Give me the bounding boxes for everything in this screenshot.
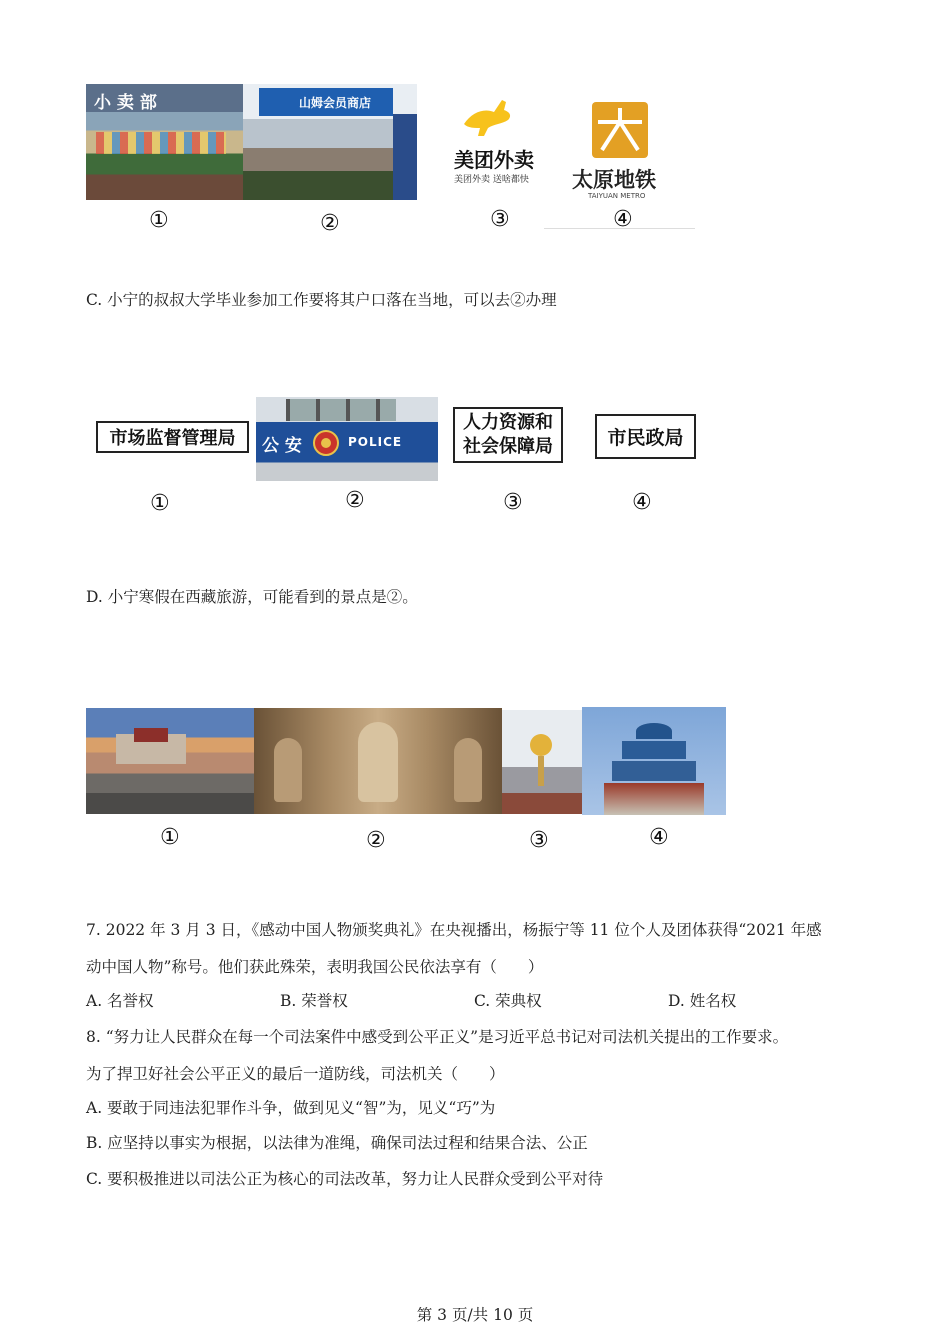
potala-palace-photo: [86, 708, 254, 814]
q7-option-a: A. 名誉权: [86, 992, 154, 1010]
q8-line-2: 为了捍卫好社会公平正义的最后一道防线，司法机关（ ）: [86, 1065, 505, 1083]
hr-line-2: 社会保障局: [463, 436, 553, 457]
police-emblem-icon: [312, 429, 340, 457]
shop-photo: [86, 84, 243, 200]
q8-line-1: 8. “努力让人民群众在每一个司法案件中感受到公平正义”是习近平总书记对司法机关提出的工作要求。: [86, 1028, 789, 1046]
metro-emblem-icon: [592, 102, 648, 158]
scene-label-1: ①: [160, 825, 180, 850]
q7-line-1: 7. 2022 年 3 月 3 日，《感动中国人物颁奖典礼》在央视播出，杨振宁等 11 位个人及团体获得“2021 年感: [86, 921, 822, 939]
q7-option-c: C. 荣典权: [474, 992, 542, 1010]
temple-of-heaven-photo: [582, 707, 726, 815]
meituan-logo: [418, 82, 544, 198]
label-3: ③: [490, 207, 510, 232]
hr-line-1: 人力资源和: [463, 412, 553, 433]
store-photo: [243, 84, 417, 200]
page-footer: 第 3 页/共 10 页: [416, 1306, 534, 1324]
meituan-slogan: 美团外卖 送啥都快: [454, 175, 529, 185]
hr-social-security-box: [453, 407, 563, 463]
store-sign: 山姆会员商店: [299, 96, 372, 110]
label-2: ②: [320, 211, 340, 236]
longmen-grottoes-photo: [254, 708, 502, 814]
agency-label-3: ③: [503, 490, 523, 515]
shop-sign: 小 卖 部: [94, 93, 157, 113]
label-1: ①: [149, 208, 169, 233]
kangaroo-icon: [458, 94, 514, 138]
agency-label-4: ④: [632, 490, 652, 515]
scene-label-2: ②: [366, 828, 386, 853]
q8-option-b: B. 应坚持以事实为根据，以法律为准绳，确保司法过程和结果合法、公正: [86, 1134, 588, 1152]
scene-label-4: ④: [649, 825, 669, 850]
agency-label-1: ①: [150, 491, 170, 516]
police-sign: [256, 397, 438, 481]
q7-option-d: D. 姓名权: [668, 992, 737, 1010]
label-4: ④: [613, 207, 633, 232]
metro-sub: TAIYUAN METRO: [588, 192, 646, 200]
option-c: C. 小宁的叔叔大学毕业参加工作要将其户口落在当地，可以去②办理: [86, 291, 557, 309]
police-en-text: POLICE: [348, 435, 403, 449]
police-cn-text: 公 安: [262, 436, 302, 456]
option-d: D. 小宁寒假在西藏旅游，可能看到的景点是②。: [86, 588, 418, 606]
meituan-title: 美团外卖: [454, 148, 534, 172]
agency-label-2: ②: [345, 488, 365, 513]
q7-option-b: B. 荣誉权: [280, 992, 348, 1010]
golden-bauhinia-photo: [502, 710, 582, 814]
q8-option-a: A. 要敢于同违法犯罪作斗争，做到见义“智”为，见义“巧”为: [86, 1099, 496, 1117]
scene-label-3: ③: [529, 828, 549, 853]
civil-affairs-box: 市民政局: [595, 414, 696, 459]
market-regulation-box: 市场监督管理局: [96, 421, 249, 453]
q7-line-2: 动中国人物”称号。他们获此殊荣，表明我国公民依法享有（ ）: [86, 958, 544, 976]
metro-title: 太原地铁: [572, 168, 656, 192]
q8-option-c: C. 要积极推进以司法公正为核心的司法改革，努力让人民群众受到公平对待: [86, 1170, 604, 1188]
